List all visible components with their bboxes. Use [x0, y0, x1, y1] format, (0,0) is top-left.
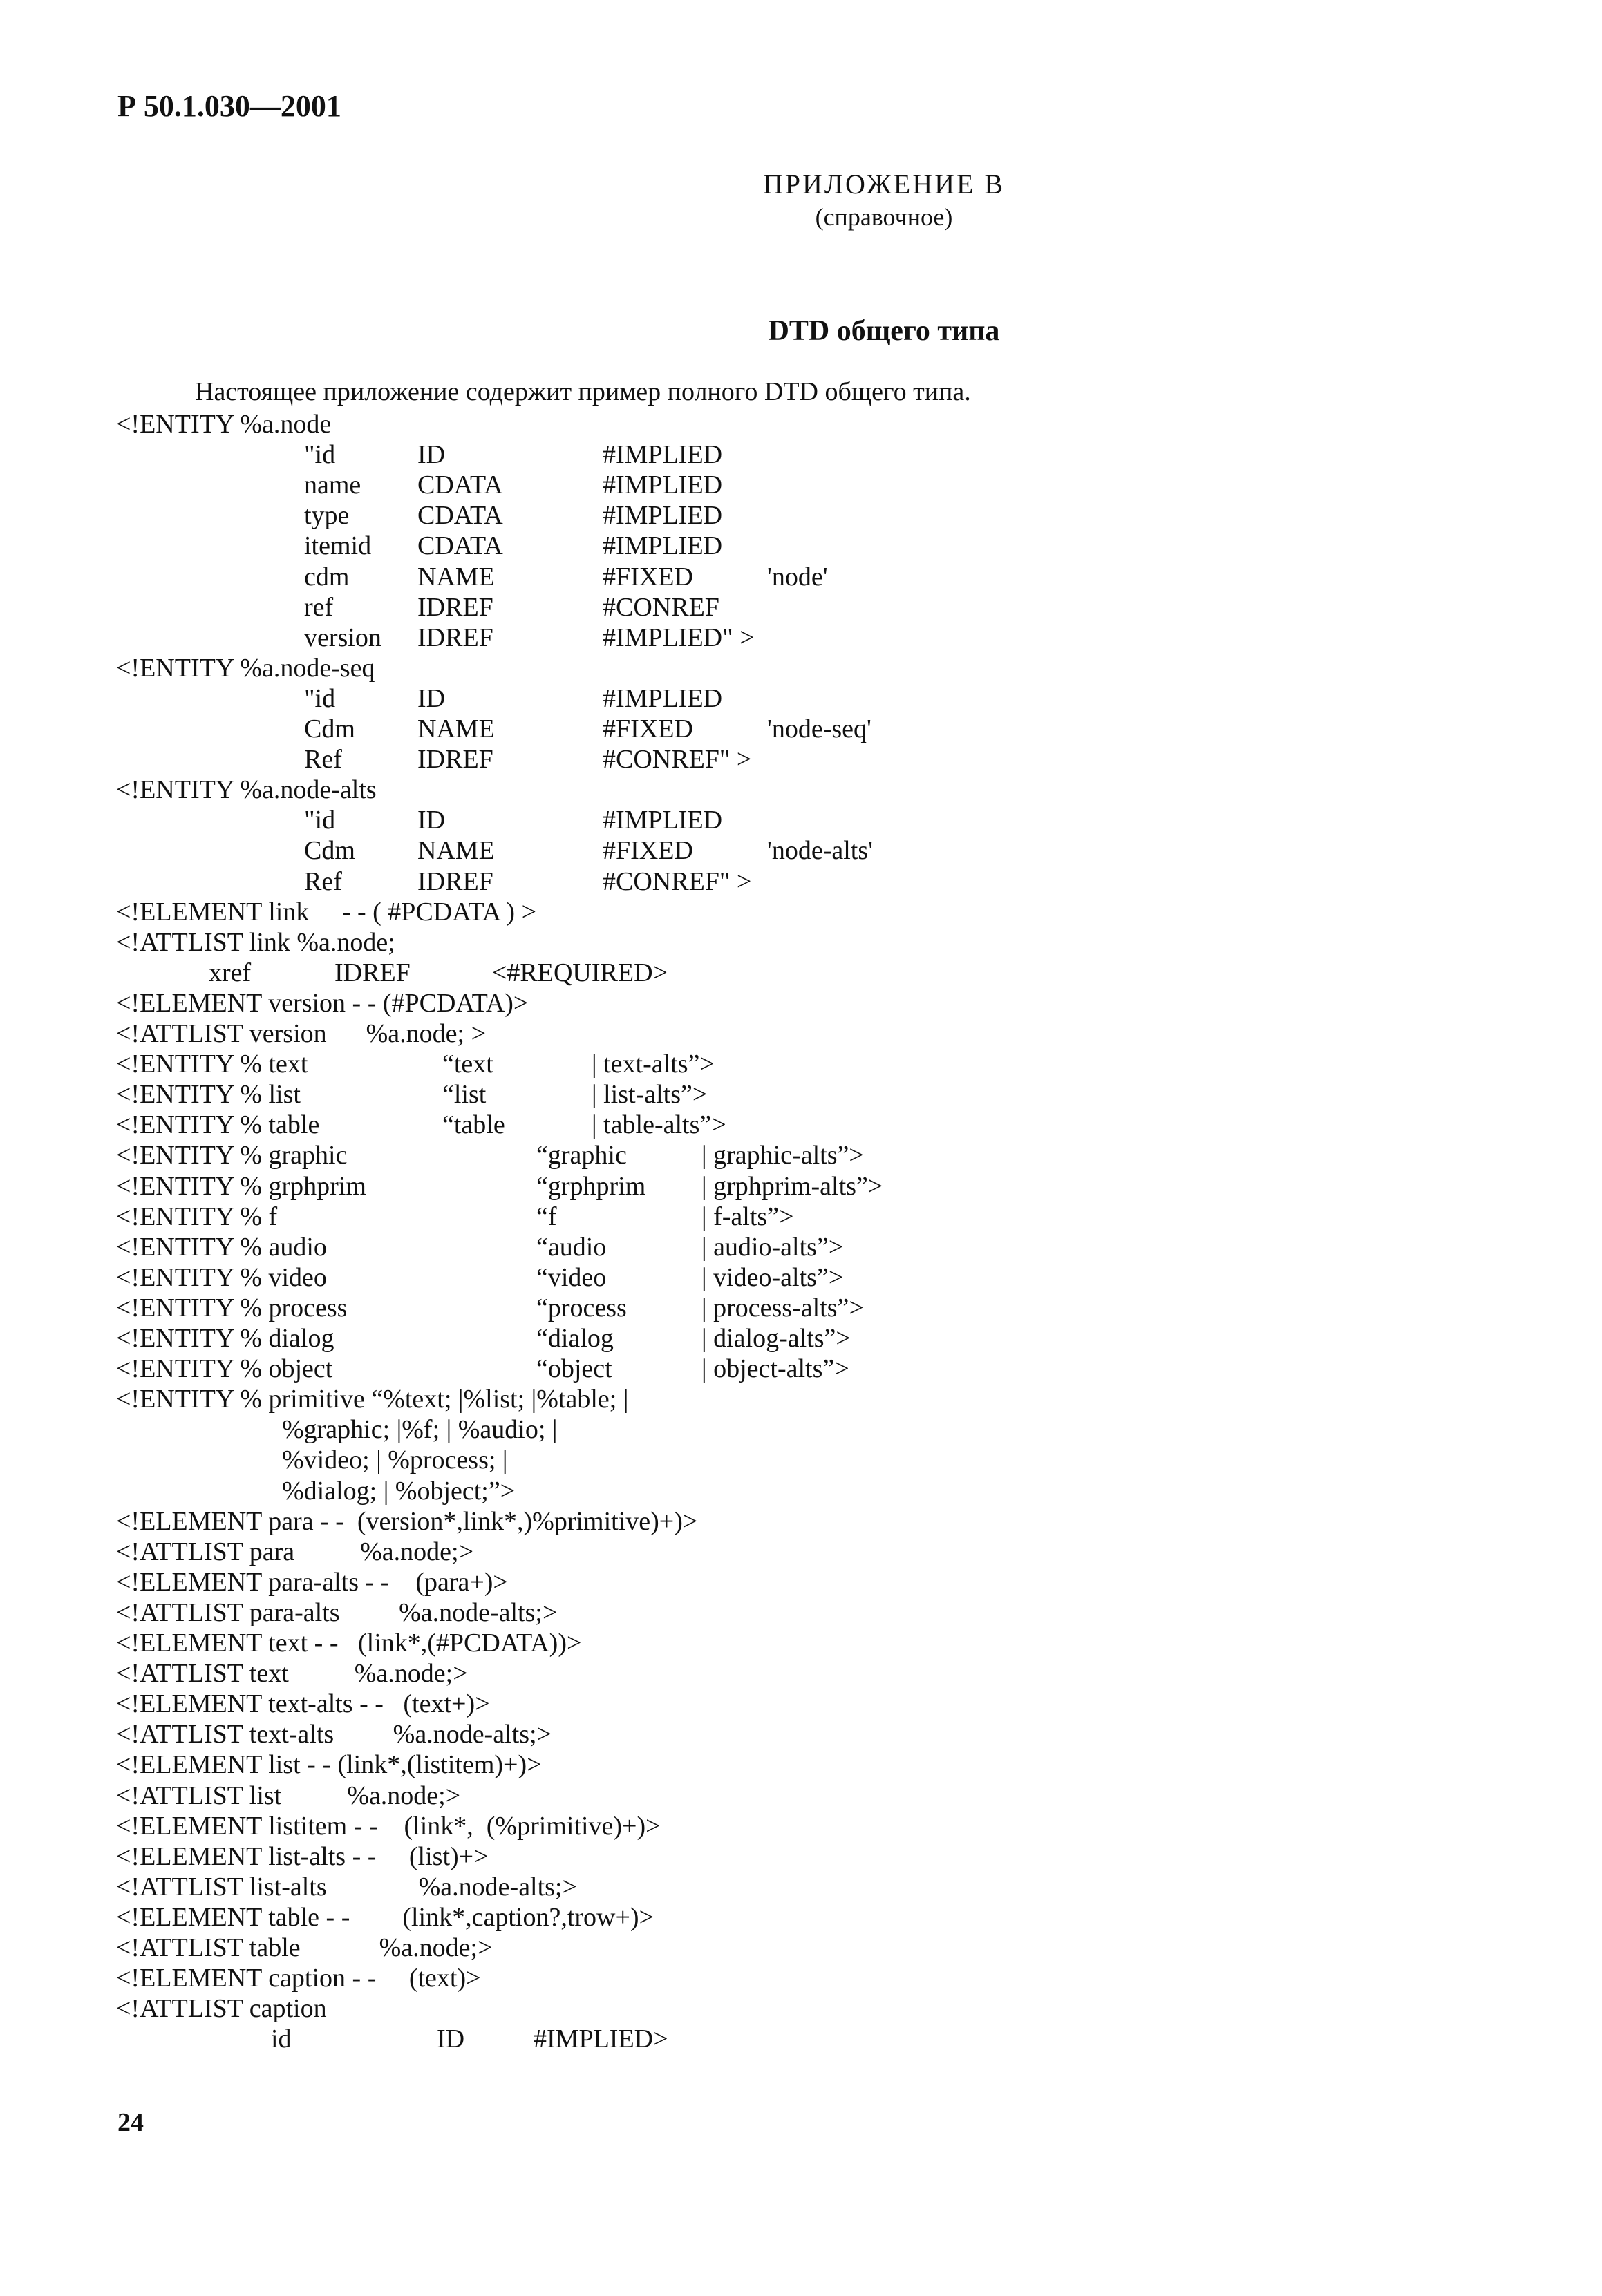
code-line-3-c2: CDATA: [417, 471, 503, 500]
code-line-54-i2: ID: [437, 2024, 465, 2053]
code-line-32-g2: “object: [536, 1354, 612, 1383]
code-line-4-c1: type: [304, 501, 350, 530]
code-line-12-c2: IDREF: [417, 745, 493, 774]
code-line-16-c1: Ref: [304, 867, 342, 896]
page-number: 24: [117, 2108, 144, 2137]
code-line-11-c2: NAME: [417, 714, 495, 743]
code-line-27-g3: | f-alts”>: [701, 1202, 794, 1231]
code-line-11-c3: #FIXED: [603, 714, 693, 743]
code-line-43: <!ELEMENT text-alts - - (text+)>: [116, 1689, 490, 1718]
code-line-29-g3: | video-alts”>: [701, 1263, 844, 1292]
code-line-8-c3: #IMPLIED" >: [603, 623, 755, 652]
code-line-40: <!ATTLIST para-alts %a.node-alts;>: [116, 1598, 558, 1627]
code-line-4-c3: #IMPLIED: [603, 501, 723, 530]
code-line-51: <!ATTLIST table %a.node;>: [116, 1933, 493, 1962]
appendix-title: ПРИЛОЖЕНИЕ В: [762, 169, 1006, 200]
code-line-20: <!ELEMENT version - - (#PCDATA)>: [116, 989, 529, 1018]
code-line-10-c3: #IMPLIED: [603, 684, 723, 713]
code-line-24-e3: | table-alts”>: [592, 1110, 726, 1139]
code-line-49: <!ATTLIST list-alts %a.node-alts;>: [116, 1872, 577, 1901]
code-line-7-c3: #CONREF: [603, 593, 719, 622]
code-line-44: <!ATTLIST text-alts %a.node-alts;>: [116, 1720, 552, 1749]
code-line-7-c2: IDREF: [417, 593, 493, 622]
code-line-2-c1: "id: [304, 440, 336, 469]
code-line-5-c3: #IMPLIED: [603, 531, 723, 560]
appendix-subtitle: (справочное): [815, 203, 953, 231]
code-line-38: <!ATTLIST para %a.node;>: [116, 1537, 474, 1566]
code-line-19-x3: <#REQUIRED>: [492, 958, 668, 987]
code-line-5-c1: itemid: [304, 531, 372, 560]
code-line-26-g1: <!ENTITY % grphprim: [116, 1172, 366, 1201]
code-line-10-c2: ID: [417, 684, 446, 713]
code-line-12-c3: #CONREF" >: [603, 745, 752, 774]
code-line-33: <!ENTITY % primitive “%text; |%list; |%table; |: [116, 1385, 629, 1414]
code-line-10-c1: "id: [304, 684, 336, 713]
code-line-30-g3: | process-alts”>: [701, 1293, 864, 1322]
code-line-45: <!ELEMENT list - - (link*,(listitem)+)>: [116, 1750, 542, 1779]
code-line-8-c2: IDREF: [417, 623, 493, 652]
code-line-15-c1: Cdm: [304, 836, 355, 865]
code-line-25-g2: “graphic: [536, 1141, 627, 1170]
code-line-18: <!ATTLIST link %a.node;: [116, 928, 395, 957]
code-line-15-c2: NAME: [417, 836, 495, 865]
code-line-46: <!ATTLIST list %a.node;>: [116, 1781, 461, 1810]
code-line-32-g1: <!ENTITY % object: [116, 1354, 333, 1383]
code-line-36-cont: %dialog; | %object;”>: [282, 1477, 516, 1506]
code-line-22-e1: <!ENTITY % text: [116, 1050, 308, 1079]
code-line-6-c2: NAME: [417, 562, 495, 591]
code-line-11-c4: 'node-seq': [767, 714, 871, 743]
code-line-4-c2: CDATA: [417, 501, 503, 530]
code-line-30-g2: “process: [536, 1293, 627, 1322]
code-line-23-e2: “list: [442, 1080, 487, 1109]
code-line-14-c2: ID: [417, 806, 446, 835]
code-line-16-c2: IDREF: [417, 867, 493, 896]
code-line-27-g1: <!ENTITY % f: [116, 1202, 278, 1231]
code-line-22-e3: | text-alts”>: [592, 1050, 715, 1079]
code-line-29-g2: “video: [536, 1263, 607, 1292]
code-line-47: <!ELEMENT listitem - - (link*, (%primitive)+)>: [116, 1812, 661, 1841]
code-line-26-g3: | grphprim-alts”>: [701, 1172, 883, 1201]
code-line-31-g1: <!ENTITY % dialog: [116, 1324, 334, 1353]
code-line-19-x2: IDREF: [334, 958, 411, 987]
code-line-5-c2: CDATA: [417, 531, 503, 560]
code-line-23-e1: <!ENTITY % list: [116, 1080, 301, 1109]
code-line-12-c1: Ref: [304, 745, 342, 774]
code-line-8-c1: version: [304, 623, 381, 652]
code-line-9: <!ENTITY %a.node-seq: [116, 654, 375, 683]
code-line-3-c1: name: [304, 471, 361, 500]
code-line-14-c3: #IMPLIED: [603, 806, 723, 835]
code-line-31-g3: | dialog-alts”>: [701, 1324, 851, 1353]
code-line-54-i3: #IMPLIED>: [534, 2024, 668, 2053]
code-line-26-g2: “grphprim: [536, 1172, 646, 1201]
code-line-27-g2: “f: [536, 1202, 557, 1231]
code-line-28-g2: “audio: [536, 1233, 607, 1262]
code-line-25-g3: | graphic-alts”>: [701, 1141, 864, 1170]
code-line-19-x1: xref: [209, 958, 252, 987]
document-title: DTD общего типа: [768, 315, 1000, 347]
code-line-50: <!ELEMENT table - - (link*,caption?,trow+)>: [116, 1903, 654, 1932]
code-line-52: <!ELEMENT caption - - (text)>: [116, 1964, 481, 1993]
code-line-11-c1: Cdm: [304, 714, 355, 743]
code-line-39: <!ELEMENT para-alts - - (para+)>: [116, 1568, 508, 1597]
code-line-53: <!ATTLIST caption: [116, 1994, 327, 2023]
code-line-3-c3: #IMPLIED: [603, 471, 723, 500]
code-line-22-e2: “text: [442, 1050, 493, 1079]
code-line-54-i1: id: [271, 2024, 292, 2053]
code-line-29-g1: <!ENTITY % video: [116, 1263, 327, 1292]
code-line-35-cont: %video; | %process; |: [282, 1445, 508, 1474]
code-line-28-g1: <!ENTITY % audio: [116, 1233, 327, 1262]
code-line-24-e2: “table: [442, 1110, 505, 1139]
code-line-2-c2: ID: [417, 440, 446, 469]
code-line-37: <!ELEMENT para - - (version*,link*,)%primitive)+)>: [116, 1507, 698, 1536]
code-line-28-g3: | audio-alts”>: [701, 1233, 844, 1262]
code-line-41: <!ELEMENT text - - (link*,(#PCDATA))>: [116, 1629, 582, 1658]
code-line-6-c1: cdm: [304, 562, 350, 591]
code-line-24-e1: <!ENTITY % table: [116, 1110, 320, 1139]
code-line-25-g1: <!ENTITY % graphic: [116, 1141, 348, 1170]
code-line-30-g1: <!ENTITY % process: [116, 1293, 348, 1322]
code-line-2-c3: #IMPLIED: [603, 440, 723, 469]
code-line-1: <!ENTITY %a.node: [116, 410, 332, 439]
intro-paragraph: Настоящее приложение содержит пример полного DTD общего типа.: [195, 377, 971, 406]
code-line-7-c1: ref: [304, 593, 334, 622]
code-line-34-cont: %graphic; |%f; | %audio; |: [282, 1415, 558, 1444]
code-line-16-c3: #CONREF" >: [603, 867, 752, 896]
code-line-23-e3: | list-alts”>: [592, 1080, 708, 1109]
code-line-32-g3: | object-alts”>: [701, 1354, 849, 1383]
code-line-42: <!ATTLIST text %a.node;>: [116, 1659, 468, 1688]
code-line-21: <!ATTLIST version %a.node; >: [116, 1019, 487, 1048]
code-line-14-c1: "id: [304, 806, 336, 835]
code-line-31-g2: “dialog: [536, 1324, 614, 1353]
code-line-13: <!ENTITY %a.node-alts: [116, 775, 377, 804]
standard-number: Р 50.1.030—2001: [117, 89, 341, 123]
code-line-15-c4: 'node-alts': [767, 836, 873, 865]
code-line-6-c3: #FIXED: [603, 562, 693, 591]
code-line-6-c4: 'node': [767, 562, 828, 591]
code-line-15-c3: #FIXED: [603, 836, 693, 865]
code-line-17: <!ELEMENT link - - ( #PCDATA ) >: [116, 898, 537, 927]
code-line-48: <!ELEMENT list-alts - - (list)+>: [116, 1842, 489, 1871]
